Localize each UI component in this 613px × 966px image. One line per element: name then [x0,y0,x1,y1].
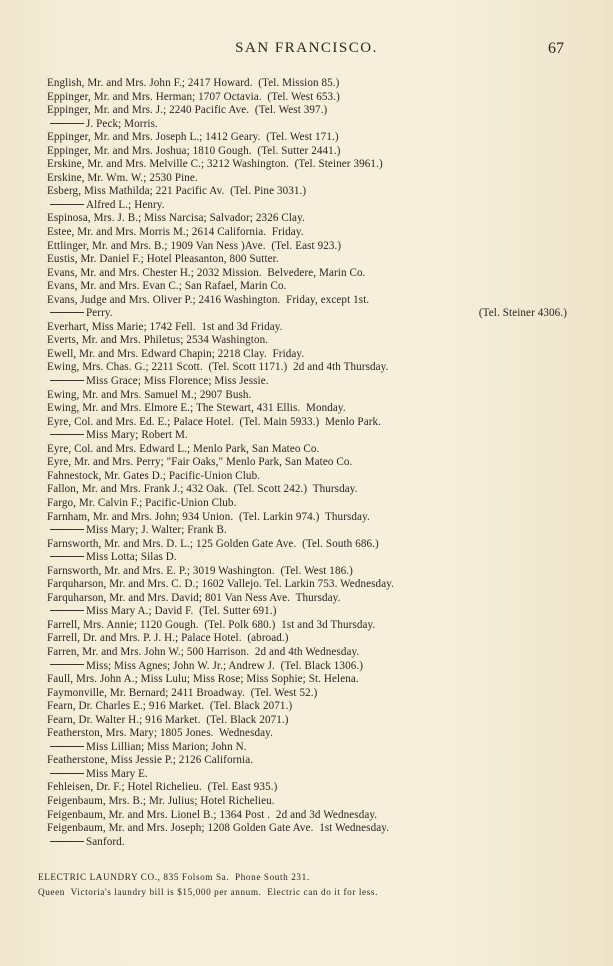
directory-sub-entry [47,429,567,443]
entry-text: Farnham, Mr. and Mrs. John; 934 Union. (Tel. Larkin 974.) Thursday. [47,510,370,523]
entry-right-text: (Tel. Steiner 4306.) [478,307,567,320]
directory-entry [47,91,567,105]
entry-text: Miss Grace; Miss Florence; Miss Jessie. [86,375,269,388]
directory-sub-entry [47,199,567,213]
entry-text: Faymonville, Mr. Bernard; 2411 Broadway. (Tel. West 52.) [47,686,318,699]
directory-entry [47,294,567,308]
entry-text: Evans, Mr. and Mrs. Evan C.; San Rafael, Marin Co. [47,280,287,293]
directory-entry [47,578,567,592]
directory-entries [47,77,567,849]
directory-entry [47,592,567,606]
entry-text: Farrell, Mrs. Annie; 1120 Gough. (Tel. Polk 680.) 1st and 3d Thursday. [47,618,376,631]
entry-text: Esberg, Miss Mathilda; 221 Pacific Av. (Tel. Pine 3031.) [47,185,307,198]
entry-text: Estee, Mr. and Mrs. Morris M.; 2614 California. Friday. [47,226,304,239]
directory-entry [47,632,567,646]
directory-sub-entry [47,605,567,619]
entry-text: Ewell, Mr. and Mrs. Edward Chapin; 2218 Clay. Friday. [47,347,305,360]
directory-sub-entry [47,118,567,132]
directory-entry [47,253,567,267]
directory-entry [47,511,567,525]
entry-text: Erskine, Mr. Wm. W.; 2530 Pine. [47,171,198,184]
continuation-dash [50,312,84,313]
directory-entry [47,389,567,403]
directory-entry [47,77,567,91]
entry-text: Miss Mary A.; David F. (Tel. Sutter 691.) [86,605,277,618]
entry-text: Espinosa, Mrs. J. B.; Miss Narcisa; Salvador; 2326 Clay. [47,212,305,225]
directory-entry [47,348,567,362]
footer-advertisement-line-2: Queen Victoria's laundry bill is $15,000 per annum. Electric can do it for less. [38,887,378,897]
entry-text: Featherstone, Miss Jessie P.; 2126 California. [47,754,254,767]
continuation-dash [50,610,84,611]
directory-entry [47,334,567,348]
directory-entry [47,470,567,484]
entry-text: Eyre, Col. and Mrs. Edward L.; Menlo Park, San Mateo Co. [47,442,320,455]
entry-text: Farquharson, Mr. and Mrs. David; 801 Van Ness Ave. Thursday. [47,591,341,604]
directory-entry [47,538,567,552]
directory-entry [47,781,567,795]
footer-advertisement-line-1: ELECTRIC LAUNDRY CO., 835 Folsom Sa. Phone South 231. [38,872,310,882]
continuation-dash [50,434,84,435]
entry-text: English, Mr. and Mrs. John F.; 2417 Howard. (Tel. Mission 85.) [47,77,340,89]
entry-text: Farrell, Dr. and Mrs. P. J. H.; Palace Hotel. (abroad.) [47,632,289,645]
directory-entry [47,565,567,579]
entry-text: Fallon, Mr. and Mrs. Frank J.; 432 Oak. (Tel. Scott 242.) Thursday. [47,483,358,496]
entry-text: Fargo, Mr. Calvin F.; Pacific-Union Club. [47,496,237,509]
page-number: 67 [548,40,564,57]
entry-text: Farnsworth, Mr. and Mrs. D. L.; 125 Golden Gate Ave. (Tel. South 686.) [47,537,379,550]
entry-text: Feigenbaum, Mr. and Mrs. Joseph; 1208 Golden Gate Ave. 1st Wednesday. [47,822,390,835]
directory-sub-entry [47,836,567,850]
directory-entry [47,280,567,294]
directory-entry [47,240,567,254]
directory-entry [47,795,567,809]
entry-text: Eppinger, Mr. and Mrs. Herman; 1707 Octavia. (Tel. West 653.) [47,90,340,103]
entry-text: Eyre, Mr. and Mrs. Perry; "Fair Oaks," Menlo Park, San Mateo Co. [47,456,353,469]
directory-entry [47,456,567,470]
entry-text: Feigenbaum, Mrs. B.; Mr. Julius; Hotel Richelieu. [47,794,275,807]
directory-entry [47,497,567,511]
directory-entry [47,158,567,172]
directory-entry [47,727,567,741]
directory-entry [47,754,567,768]
entry-text: Miss Mary; J. Walter; Frank B. [86,524,227,537]
entry-text: Everts, Mr. and Mrs. Philetus; 2534 Washington. [47,334,269,347]
directory-entry [47,687,567,701]
directory-entry [47,646,567,660]
entry-text: Miss; Miss Agnes; John W. Jr.; Andrew J. (Tel. Black 1306.) [86,659,364,672]
entry-text: Fearn, Dr. Walter H.; 916 Market. (Tel. Black 2071.) [47,713,289,726]
entry-text: Miss Lotta; Silas D. [86,551,177,564]
directory-entry [47,809,567,823]
entry-text: Farnsworth, Mr. and Mrs. E. P.; 3019 Washington. (Tel. West 186.) [47,564,353,577]
directory-entry [47,700,567,714]
directory-entry [47,185,567,199]
continuation-dash [50,556,84,557]
continuation-dash [50,529,84,530]
entry-text: Faull, Mrs. John A.; Miss Lulu; Miss Rose; Miss Sophie; St. Helena. [47,673,359,686]
entry-text: Evans, Mr. and Mrs. Chester H.; 2032 Mission. Belvedere, Marin Co. [47,266,366,279]
entry-text: Fearn, Dr. Charles E.; 916 Market. (Tel. Black 2071.) [47,700,293,713]
entry-text: Ettlinger, Mr. and Mrs. B.; 1909 Van Ness )Ave. (Tel. East 923.) [47,239,342,252]
directory-entry [47,619,567,633]
directory-entry [47,673,567,687]
continuation-dash [50,664,84,665]
entry-text: Eyre, Col. and Mrs. Ed. E.; Palace Hotel. (Tel. Main 5933.) Menlo Park. [47,415,382,428]
directory-entry [47,416,567,430]
entry-text: Eppinger, Mr. and Mrs. Joseph L.; 1412 Geary. (Tel. West 171.) [47,131,339,144]
directory-entry [47,402,567,416]
continuation-dash [50,746,84,747]
continuation-dash [50,204,84,205]
directory-sub-entry [47,768,567,782]
entry-text: Farquharson, Mr. and Mrs. C. D.; 1602 Vallejo. Tel. Larkin 753. Wednesday. [47,578,395,591]
directory-entry [47,267,567,281]
directory-entry [47,361,567,375]
entry-text: Erskine, Mr. and Mrs. Melville C.; 3212 Washington. (Tel. Steiner 3961.) [47,158,383,171]
entry-text: Sanford. [86,835,125,848]
entry-text: J. Peck; Morris. [86,117,158,130]
continuation-dash [50,380,84,381]
continuation-dash [50,773,84,774]
entry-text: Everhart, Miss Marie; 1742 Fell. 1st and 3d Friday. [47,320,283,333]
directory-sub-entry [47,307,567,321]
directory-entry [47,483,567,497]
directory-entry [47,131,567,145]
directory-entry [47,145,567,159]
entry-text: Fahnestock, Mr. Gates D.; Pacific-Union Club. [47,469,261,482]
entry-text: Miss Mary E. [86,767,148,780]
entry-text: Farren, Mr. and Mrs. John W.; 500 Harrison. 2d and 4th Wednesday. [47,645,360,658]
directory-sub-entry [47,524,567,538]
continuation-dash [50,123,84,124]
entry-text: Eppinger, Mr. and Mrs. J.; 2240 Pacific Ave. (Tel. West 397.) [47,104,328,117]
directory-entry [47,172,567,186]
directory-entry [47,104,567,118]
entry-text: Feigenbaum, Mr. and Mrs. Lionel B.; 1364 Post . 2d and 3d Wednesday. [47,808,378,821]
directory-sub-entry [47,660,567,674]
directory-entry [47,321,567,335]
entry-text: Fehleisen, Dr. F.; Hotel Richelieu. (Tel. East 935.) [47,781,278,794]
entry-text: Alfred L.; Henry. [86,198,165,211]
entry-text: Perry. [86,307,113,320]
directory-sub-entry [47,375,567,389]
entry-text: Eppinger, Mr. and Mrs. Joshua; 1810 Gough. (Tel. Sutter 2441.) [47,144,341,157]
page-title: SAN FRANCISCO. [235,40,378,56]
directory-entry [47,226,567,240]
directory-entry [47,822,567,836]
directory-sub-entry [47,741,567,755]
continuation-dash [50,841,84,842]
directory-entry [47,212,567,226]
entry-text: Ewing, Mr. and Mrs. Samuel M.; 2907 Bush. [47,388,252,401]
entry-text: Ewing, Mr. and Mrs. Elmore E.; The Stewart, 431 Ellis. Monday. [47,402,346,415]
directory-sub-entry [47,551,567,565]
entry-text: Miss Mary; Robert M. [86,429,188,442]
entry-text: Eustis, Mr. Daniel F.; Hotel Pleasanton, 800 Sutter. [47,253,279,266]
directory-entry [47,714,567,728]
entry-text: Featherston, Mrs. Mary; 1805 Jones. Wednesday. [47,727,273,740]
directory-entry [47,443,567,457]
entry-text: Evans, Judge and Mrs. Oliver P.; 2416 Washington. Friday, except 1st. [47,293,370,306]
entry-text: Miss Lillian; Miss Marion; John N. [86,740,247,753]
entry-text: Ewing, Mrs. Chas. G.; 2211 Scott. (Tel. Scott 1171.) 2d and 4th Thursday. [47,361,389,374]
